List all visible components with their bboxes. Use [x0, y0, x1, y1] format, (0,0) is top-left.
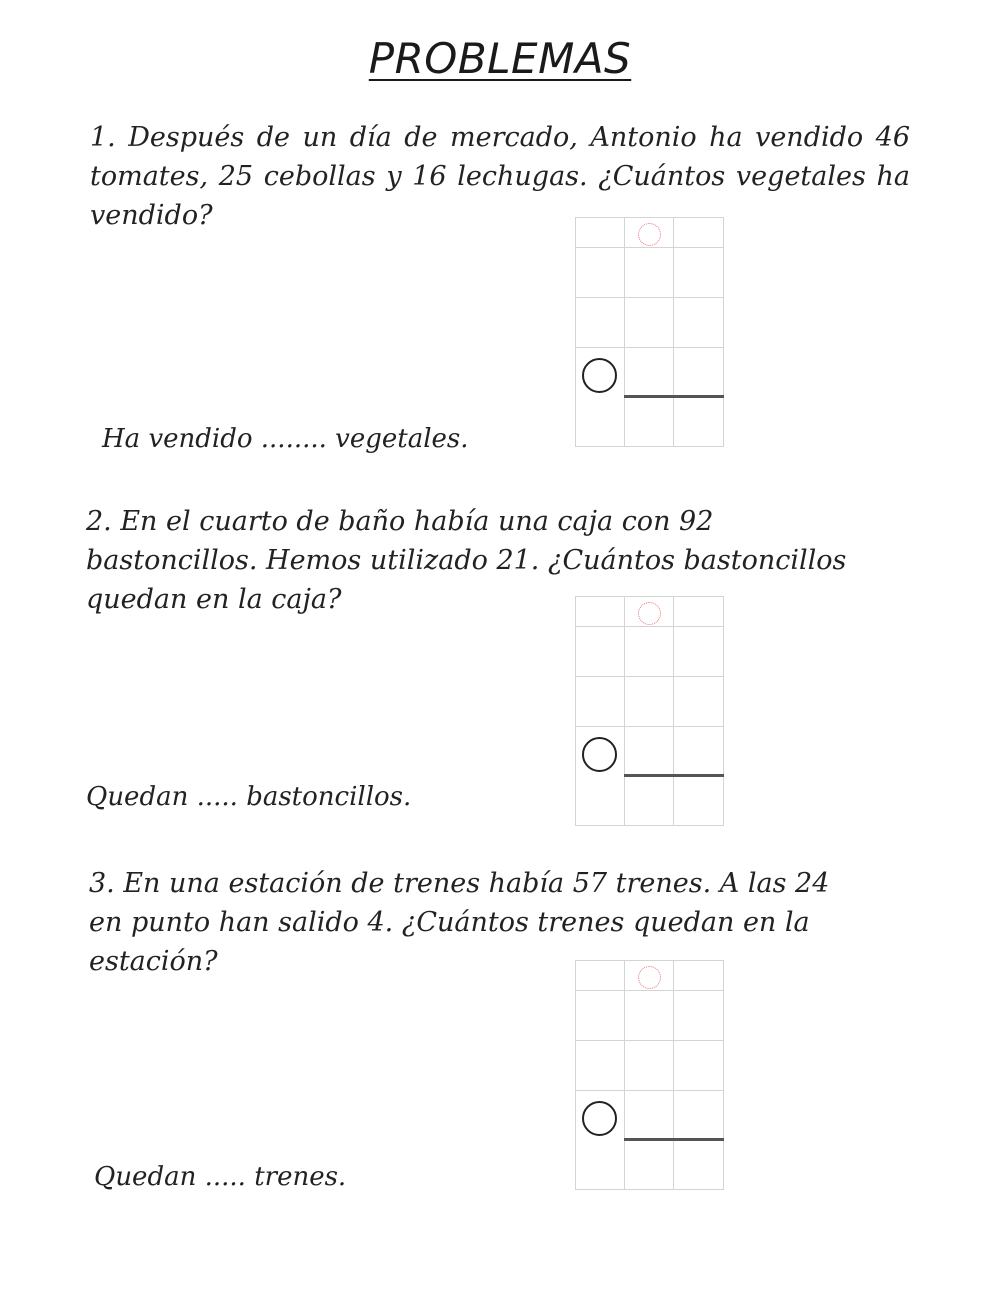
problem-3-answer: Quedan ..... trenes.: [94, 1162, 347, 1192]
carry-circle: [638, 966, 661, 989]
problem-1-statement: 1. Después de un día de mercado, Antonio ha vendido 46 tomates, 25 cebollas y 16 lechugas. ¿Cuántos vegetales ha vendido?: [90, 122, 910, 231]
problem-1-answer: Ha vendido ........ vegetales.: [102, 424, 469, 454]
carry-circle: [638, 223, 661, 246]
page-title: PROBLEMAS: [368, 34, 632, 83]
problem-2-operation-grid[interactable]: [575, 596, 724, 826]
result-line: [624, 774, 724, 777]
problem-2-statement: 2. En el cuarto de baño había una caja con 92 bastoncillos. Hemos utilizado 21. ¿Cuántos bastoncillos quedan en la caja?: [86, 506, 847, 615]
problem-1-operation-grid[interactable]: [575, 217, 724, 447]
operation-sign-circle[interactable]: [582, 358, 617, 393]
result-line: [624, 395, 724, 398]
problem-2-answer: Quedan ..... bastoncillos.: [86, 782, 412, 812]
carry-circle: [638, 602, 661, 625]
operation-sign-circle[interactable]: [582, 737, 617, 772]
problem-3-operation-grid[interactable]: [575, 960, 724, 1190]
operation-sign-circle[interactable]: [582, 1101, 617, 1136]
problem-3-statement: 3. En una estación de trenes había 57 trenes. A las 24 en punto han salido 4. ¿Cuántos trenes quedan en la estación?: [89, 868, 830, 977]
result-line: [624, 1138, 724, 1141]
